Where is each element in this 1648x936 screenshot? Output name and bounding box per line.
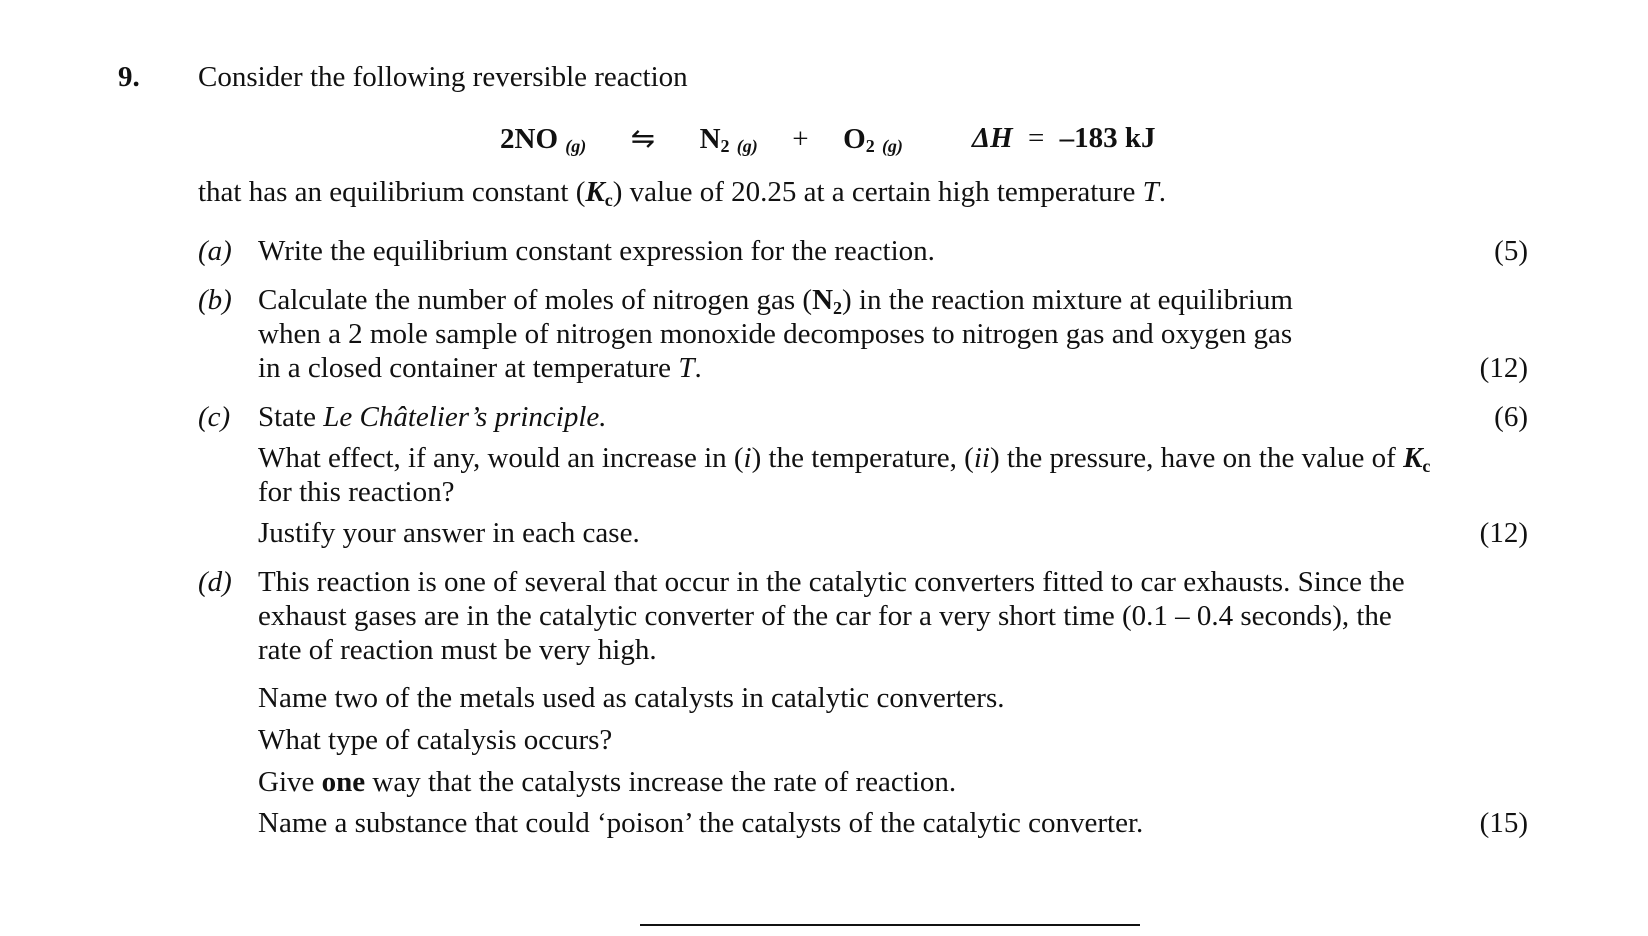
part-c-line4: Justify your answer in each case. — [258, 517, 640, 549]
part-c-label: (c) — [198, 401, 231, 433]
part-d-question-2: What type of catalysis occurs? — [258, 724, 613, 756]
context-text: . — [1158, 176, 1166, 208]
part-d-line2: exhaust gases are in the catalytic converter of the car for a very short time (0.1 – 0.4 seconds), the — [258, 600, 1392, 632]
part-d-line3: rate of reaction must be very high. — [258, 634, 657, 666]
part-b-line3 — [258, 351, 702, 386]
part-b-text: Calculate the number of moles of nitrogen gas ( — [258, 284, 813, 316]
product-o2-subscript: 2 — [865, 136, 875, 156]
part-a-marks: (5) — [1494, 235, 1528, 267]
part-b-line2: when a 2 mole sample of nitrogen monoxide decomposes to nitrogen gas and oxygen gas — [258, 318, 1293, 350]
part-c-line1 — [258, 400, 607, 435]
product-n2-subscript: 2 — [720, 136, 730, 156]
kc-subscript: c — [1422, 456, 1431, 476]
part-d-marks: (15) — [1479, 807, 1528, 839]
product-o2: O — [843, 123, 866, 155]
part-c-text: State — [258, 401, 324, 433]
part-b-text: . — [694, 352, 702, 384]
part-c-text: ) the temperature, ( — [751, 442, 974, 474]
emphasis-one: one — [321, 766, 366, 798]
n2-subscript: 2 — [833, 298, 843, 318]
part-d-label: (d) — [198, 566, 232, 598]
part-c-marks-2: (12) — [1479, 517, 1528, 549]
part-c-text: ) the pressure, have on the value of — [989, 442, 1404, 474]
product-n2: N — [699, 123, 721, 155]
part-b-label: (b) — [198, 284, 232, 316]
equilibrium-arrow: ⇋ — [630, 121, 656, 155]
part-a-text: Write the equilibrium constant expression for the reaction. — [258, 235, 935, 267]
part-d-text: way that the catalysts increase the rate of reaction. — [365, 766, 957, 798]
section-divider — [640, 924, 1140, 926]
state-symbol-g: (g) — [565, 136, 587, 156]
part-d-line1: This reaction is one of several that occur in the catalytic converters fitted to car exhausts. Since the — [258, 566, 1405, 598]
reactant-no: 2NO — [500, 123, 558, 155]
part-d-question-1: Name two of the metals used as catalysts in catalytic converters. — [258, 682, 1005, 714]
part-b-text: ) in the reaction mixture at equilibrium — [842, 284, 1293, 316]
part-c-marks-1: (6) — [1494, 401, 1528, 433]
kc-symbol: K — [1403, 442, 1423, 474]
part-b-marks: (12) — [1479, 352, 1528, 384]
reaction-equation — [500, 121, 903, 164]
part-d-question-4: Name a substance that could ‘poison’ the catalysts of the catalytic converter. — [258, 807, 1144, 839]
temperature-symbol: T — [1142, 176, 1159, 208]
le-chatelier-term: Le Châtelier’s principle. — [323, 401, 607, 433]
temperature-symbol: T — [678, 352, 695, 384]
part-b-text: in a closed container at temperature — [258, 352, 679, 384]
context-text: that has an equilibrium constant ( — [198, 176, 586, 208]
context-text: ) value of 20.25 at a certain high temperature — [612, 176, 1143, 208]
state-symbol-g: (g) — [736, 136, 758, 156]
kc-subscript: c — [604, 190, 613, 210]
delta-h-equals: = — [1028, 122, 1045, 154]
question-intro: Consider the following reversible reaction — [198, 61, 688, 93]
part-c-line3: for this reaction? — [258, 476, 455, 508]
part-c-text: What effect, if any, would an increase in ( — [258, 442, 744, 474]
kc-symbol: K — [585, 176, 605, 208]
state-symbol-g: (g) — [881, 136, 903, 156]
part-d-question-3 — [258, 765, 956, 800]
plus-sign: + — [792, 123, 809, 155]
enthalpy-change — [972, 121, 1156, 156]
equilibrium-context — [198, 175, 1166, 218]
part-a-label: (a) — [198, 235, 232, 267]
part-d-text: Give — [258, 766, 322, 798]
roman-i: i — [743, 442, 752, 474]
delta-h-value: –183 kJ — [1059, 122, 1156, 154]
question-number: 9. — [118, 61, 140, 93]
roman-ii: ii — [973, 442, 990, 474]
delta-h-symbol: ΔH — [972, 122, 1013, 154]
n2-formula: N — [812, 284, 834, 316]
